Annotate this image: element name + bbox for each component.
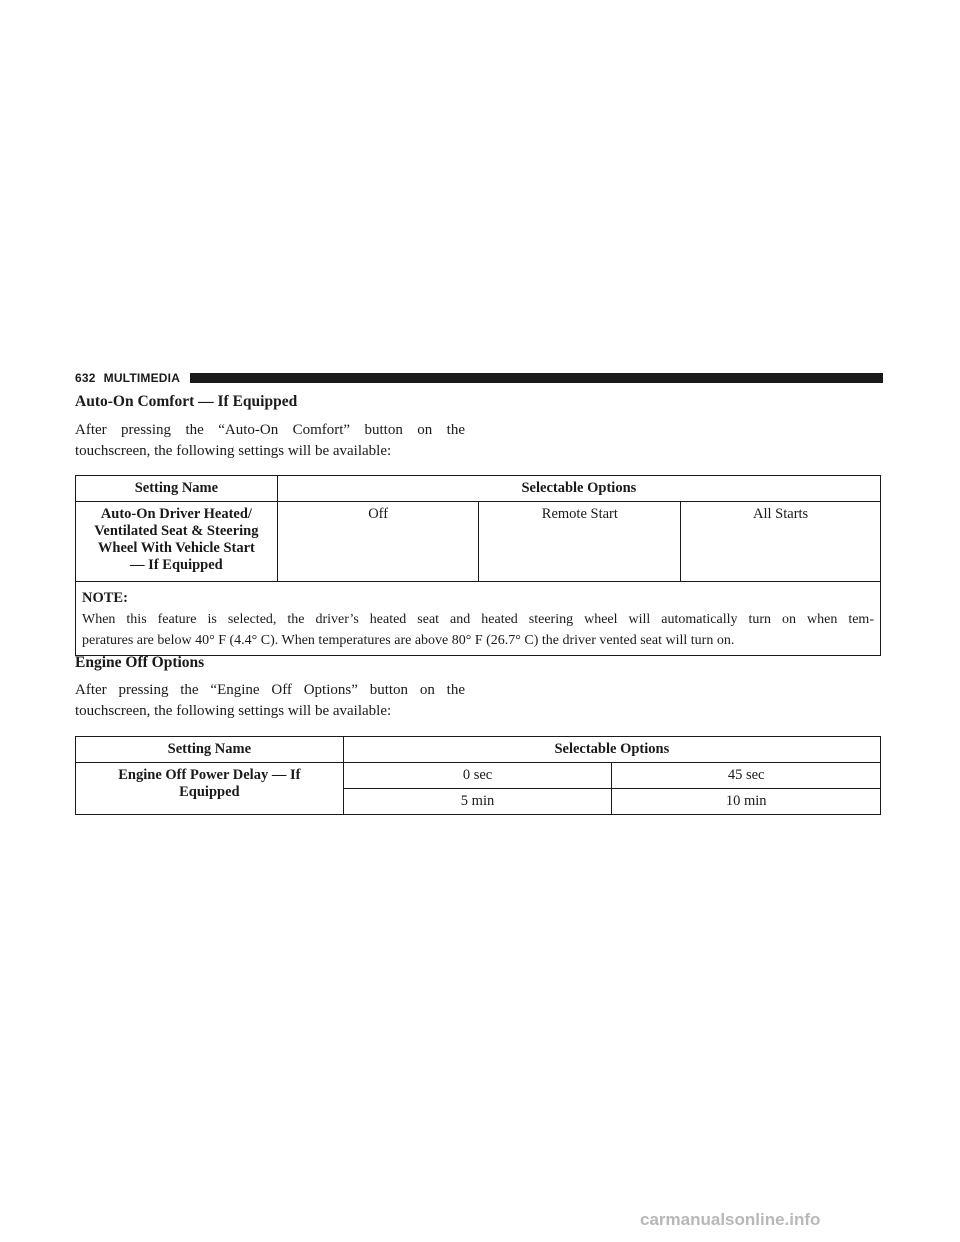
setting-name-line: Engine Off Power Delay — If bbox=[118, 767, 301, 783]
section-title: MULTIMEDIA bbox=[103, 371, 181, 385]
setting-name-cell bbox=[76, 502, 278, 582]
intro-auto-on-comfort bbox=[75, 420, 465, 462]
engine-off-options-table bbox=[75, 736, 881, 815]
option-5-min: 5 min bbox=[343, 789, 612, 815]
note-line: peratures are below 40° F (4.4° C). When temperatures are above 80° F (26.7° C) the driver vented seat will turn on. bbox=[82, 633, 735, 648]
header-rule bbox=[190, 373, 883, 383]
heading-engine-off-options: Engine Off Options bbox=[75, 654, 205, 671]
column-header-setting-name: Setting Name bbox=[76, 737, 344, 763]
option-all-starts: All Starts bbox=[681, 502, 881, 582]
setting-name-line: — If Equipped bbox=[130, 557, 223, 573]
option-0-sec: 0 sec bbox=[343, 763, 612, 789]
watermark-text: carmanualsonline.info bbox=[640, 1210, 821, 1229]
intro-line: touchscreen, the following settings will be available: bbox=[75, 703, 392, 719]
auto-on-comfort-table bbox=[75, 475, 881, 656]
option-10-min: 10 min bbox=[612, 789, 881, 815]
heading-auto-on-comfort: Auto-On Comfort — If Equipped bbox=[75, 393, 298, 410]
option-45-sec: 45 sec bbox=[612, 763, 881, 789]
setting-name-line: Auto-On Driver Heated/ bbox=[100, 506, 252, 522]
setting-name-cell bbox=[76, 763, 344, 815]
intro-line: After pressing the “Auto-On Comfort” button on the bbox=[75, 422, 465, 438]
page-header bbox=[75, 371, 883, 385]
column-header-setting-name: Setting Name bbox=[76, 476, 278, 502]
column-header-selectable-options: Selectable Options bbox=[343, 737, 880, 763]
note-text bbox=[82, 609, 874, 651]
setting-name-line: Equipped bbox=[179, 784, 240, 800]
note-cell bbox=[76, 582, 881, 656]
page-number: 632 bbox=[75, 371, 96, 385]
note-label: NOTE: bbox=[82, 590, 128, 606]
setting-name-line: Wheel With Vehicle Start bbox=[97, 540, 255, 556]
setting-name-line: Ventilated Seat & Steering bbox=[94, 523, 259, 539]
option-off: Off bbox=[277, 502, 479, 582]
intro-engine-off-options bbox=[75, 680, 465, 722]
note-line: When this feature is selected, the driver’s heated seat and heated steering wheel will automatically turn on when tem- bbox=[82, 612, 874, 627]
intro-line: After pressing the “Engine Off Options” button on the bbox=[75, 682, 465, 698]
option-remote-start: Remote Start bbox=[479, 502, 681, 582]
intro-line: touchscreen, the following settings will be available: bbox=[75, 443, 392, 459]
column-header-selectable-options: Selectable Options bbox=[277, 476, 880, 502]
